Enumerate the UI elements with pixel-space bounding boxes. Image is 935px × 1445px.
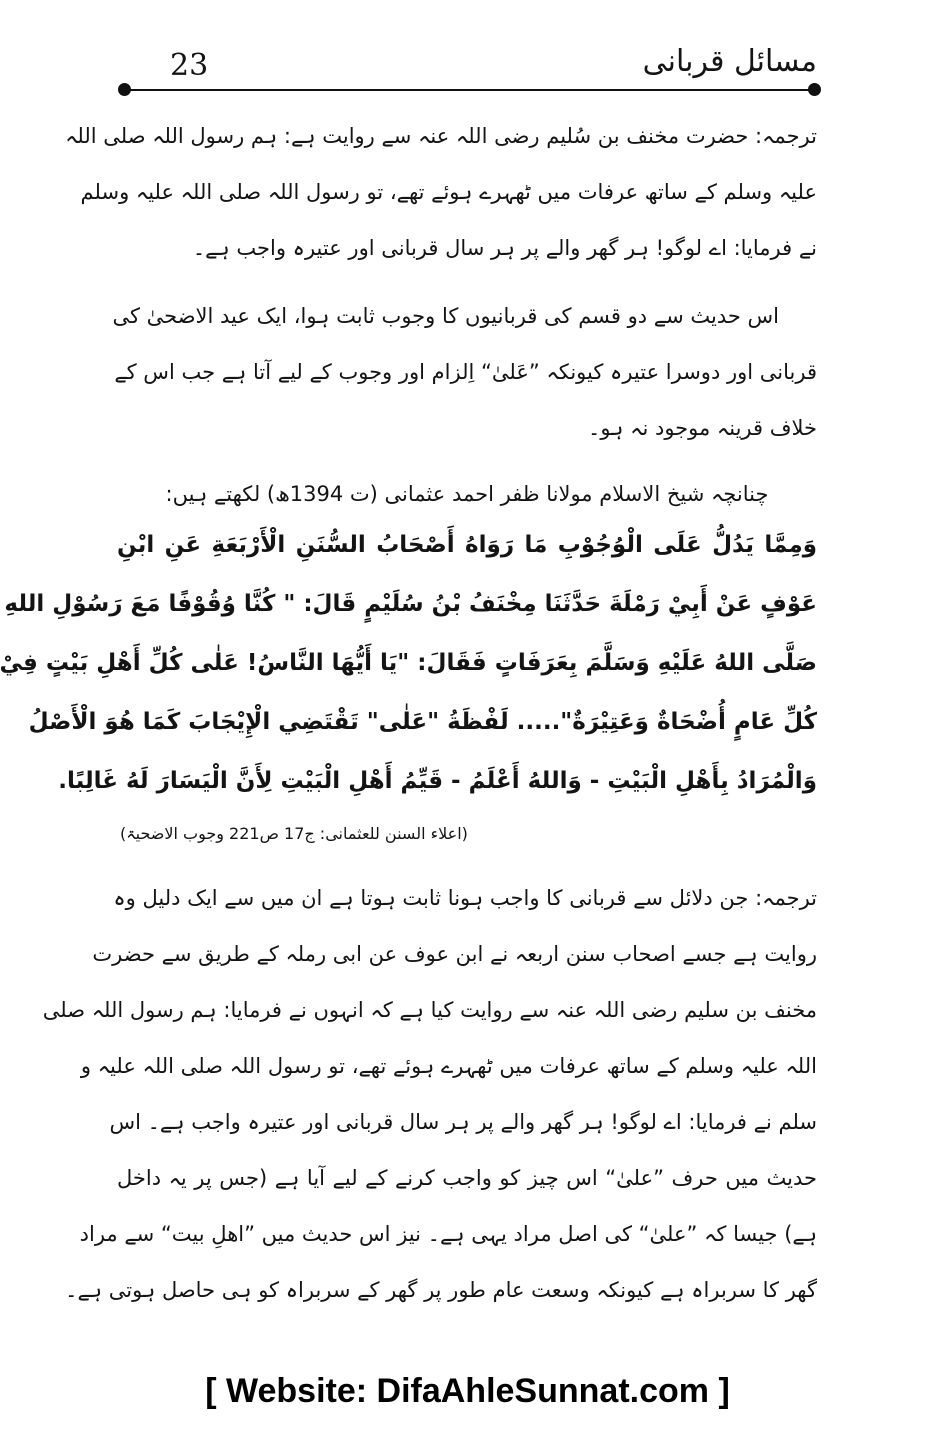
arabic-line: وَالْمُرَادُ بِأَهْلِ الْبَيْتِ - وَاللهُ أَعْلَمُ - قَيِّمُ أَهْلِ الْبَيْتِ لِأَنَّ الْيَسَارَ لَهُ غَالِبًا.	[58, 768, 817, 794]
website-footer: [ Website: DifaAhleSunnat.com ]	[205, 1372, 730, 1410]
text-line: روایت ہے جسے اصحاب سنن اربعہ نے ابن عوف عن ابی رملہ کے طریق سے حضرت	[92, 942, 817, 966]
text-line: چنانچہ شیخ الاسلام مولانا ظفر احمد عثمانی (ت 1394ھ) لکھتے ہیں:	[165, 482, 769, 506]
header-rule	[124, 89, 815, 91]
text-line: قربانی اور دوسرا عتیرہ کیونکہ ”عَلیٰ“ اِلزام اور وجوب کے لیے آتا ہے جب اس کے	[114, 360, 817, 384]
rule-end-dot-right	[808, 83, 821, 96]
translation-paragraph-1	[65, 108, 817, 276]
text-line: نے فرمایا: اے لوگو! ہر گھر والے پر ہر سال قربانی اور عتیرہ واجب ہے۔	[192, 236, 817, 260]
text-line: مخنف بن سلیم رضی اللہ عنہ سے روایت کیا ہے کہ انہوں نے فرمایا: ہم رسول اللہ صلی	[42, 998, 817, 1022]
explanation-paragraph	[112, 288, 817, 456]
text-line: ترجمہ: حضرت مخنف بن سُلیم رضی اللہ عنہ سے روایت ہے: ہم رسول اللہ صلی اللہ	[65, 124, 817, 148]
arabic-quote	[0, 516, 817, 811]
reference-citation: (اعلاء السنن للعثمانی: ج17 ص221 وجوب الاضحیۃ)	[120, 824, 468, 843]
rule-end-dot-left	[118, 83, 131, 96]
arabic-line: كُلِّ عَامٍ أُضْحَاةٌ وَعَتِيْرَةٌ"..... لَفْظَةُ "عَلٰى" تَقْتَضِي الْإِيْجَابَ كَمَا هُوَ الْأَصْلُ	[28, 709, 817, 735]
text-line: خلاف قرینہ موجود نہ ہو۔	[588, 416, 817, 440]
text-line: اللہ علیہ وسلم کے ساتھ عرفات میں ٹھہرے ہوئے تھے، تو رسول اللہ صلی اللہ علیہ و	[80, 1054, 817, 1078]
text-line: ہے) جیسا کہ ”علیٰ“ کی اصل مراد یہی ہے۔ نیز اس حدیث میں ”اھلِ بیت“ سے مراد	[79, 1222, 817, 1246]
translation-paragraph-2	[42, 870, 817, 1318]
quote-intro	[117, 466, 817, 522]
page-number: 23	[170, 48, 209, 83]
text-line: گھر کا سربراہ ہے کیونکہ وسعت عام طور پر گھر کے سربراہ کو ہی حاصل ہوتی ہے۔	[65, 1278, 817, 1302]
text-line: ترجمہ: جن دلائل سے قربانی کا واجب ہونا ثابت ہوتا ہے ان میں سے ایک دلیل وہ	[113, 886, 817, 910]
arabic-line: صَلَّى اللهُ عَلَيْهِ وَسَلَّمَ بِعَرَفَاتٍ فَقَالَ: "يَا أَيُّهَا النَّاسُ! عَلٰى كُلِّ أَهْلِ بَيْتٍ فِيْ	[0, 650, 817, 676]
arabic-line: عَوْفٍ عَنْ أَبِيْ رَمْلَةَ حَدَّثَنَا مِخْنَفُ بْنُ سُلَيْمٍ قَالَ: " كُنَّا وُقُوْفًا مَعَ رَسُوْلِ اللهِ	[4, 591, 817, 617]
book-title: مسائل قربانی	[642, 44, 817, 79]
text-line: اس حدیث سے دو قسم کی قربانیوں کا وجوب ثابت ہوا، ایک عید الاضحیٰ کی	[112, 304, 779, 328]
arabic-line: وَمِمَّا يَدُلُّ عَلَى الْوُجُوْبِ مَا رَوَاهُ أَصْحَابُ السُّنَنِ الْأَرْبَعَةِ عَنِ ابْنِ	[117, 532, 817, 558]
text-line: حدیث میں حرف ”علیٰ“ اس چیز کو واجب کرنے کے لیے آیا ہے (جس پر یہ داخل	[117, 1166, 817, 1190]
text-line: علیہ وسلم کے ساتھ عرفات میں ٹھہرے ہوئے تھے، تو رسول اللہ صلی اللہ علیہ وسلم	[80, 180, 817, 204]
text-line: سلم نے فرمایا: اے لوگو! ہر گھر والے پر ہر سال قربانی اور عتیرہ واجب ہے۔ اس	[109, 1110, 817, 1134]
